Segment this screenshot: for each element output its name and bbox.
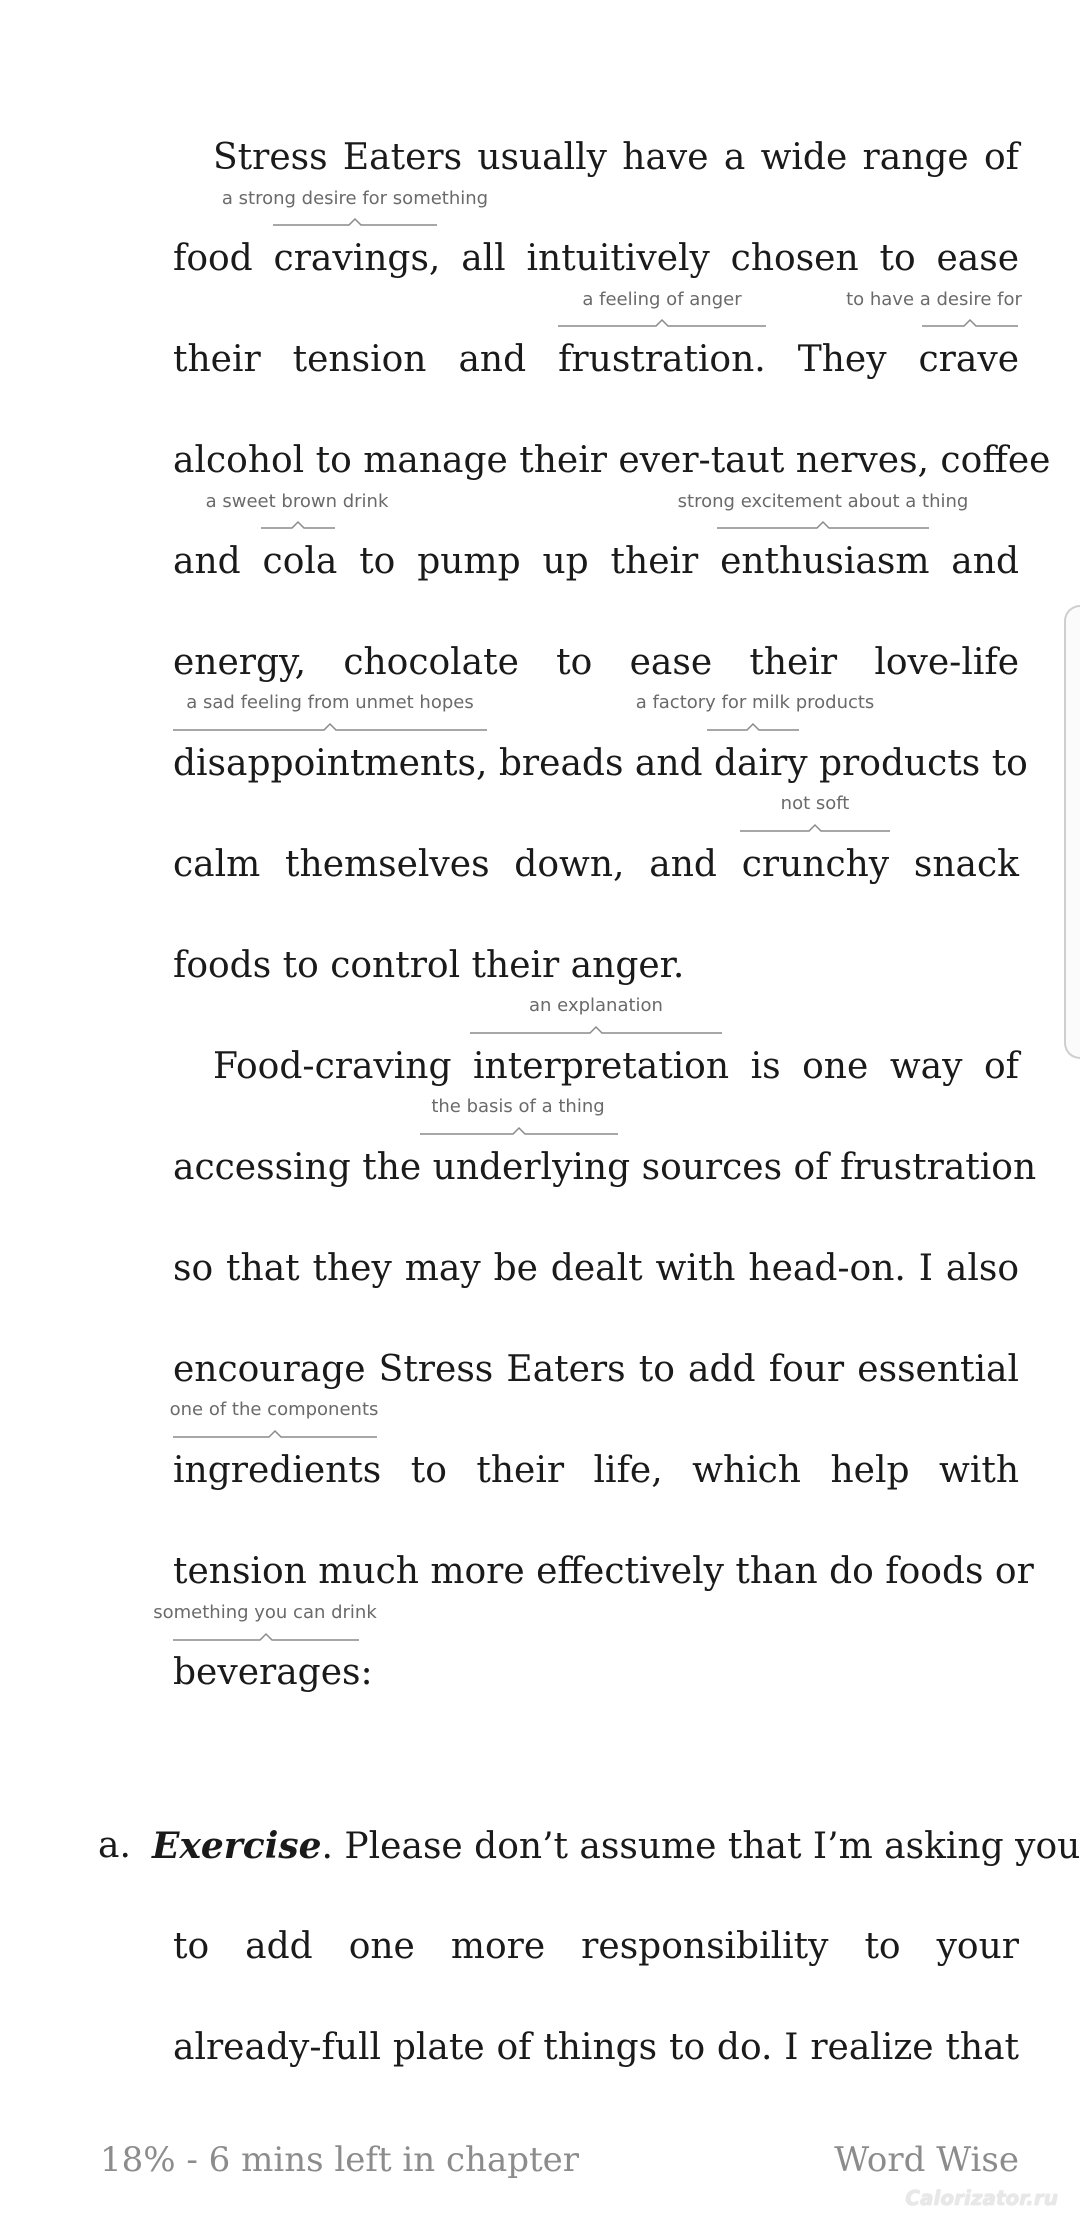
hint-bracket <box>558 317 766 329</box>
hint-bracket <box>420 1125 618 1137</box>
text-line: their tension and frustration. They crave <box>173 339 1019 380</box>
text-line: to add one more responsibility to your <box>173 1926 1019 1967</box>
hint-bracket <box>922 317 1018 329</box>
watermark-logo: Calorizator.ru <box>905 2186 1058 2210</box>
text-line: already-full plate of things to do. I realize that <box>173 2027 1019 2068</box>
text-line: Food-craving interpretation is one way of <box>213 1046 1019 1087</box>
word-wise-hint[interactable]: an explanation <box>529 995 663 1016</box>
text-line: food cravings, all intuitively chosen to ease <box>173 238 1019 279</box>
hint-bracket <box>173 1428 377 1440</box>
hint-bracket <box>261 519 335 531</box>
word-wise-hint[interactable]: the basis of a thing <box>431 1096 605 1117</box>
word-wise-hint[interactable]: something you can drink <box>153 1602 377 1623</box>
word-wise-hint[interactable]: a factory for milk products <box>635 692 875 713</box>
text-line: foods to control their anger. <box>173 945 685 986</box>
hint-bracket <box>173 1631 359 1643</box>
text-line: calm themselves down, and crunchy snack <box>173 844 1019 885</box>
hint-bracket <box>470 1024 722 1036</box>
word-wise-hint[interactable]: a sweet brown drink <box>205 491 389 512</box>
text-line: beverages: <box>173 1652 373 1693</box>
text-line: disappointments, breads and dairy products to <box>173 743 1028 784</box>
text-line: accessing the underlying sources of frustration <box>173 1147 1037 1188</box>
word-wise-hint[interactable]: a strong desire for something <box>221 188 489 209</box>
text-line: tension much more effectively than do foods or <box>173 1551 1034 1592</box>
hint-bracket <box>707 721 799 733</box>
word-wise-hint[interactable]: one of the components <box>169 1399 379 1420</box>
text-line: alcohol to manage their ever-taut nerves, coffee <box>173 440 1051 481</box>
text-line: energy, chocolate to ease their love-life <box>173 642 1019 683</box>
word-wise-hint[interactable]: a feeling of anger <box>582 289 742 310</box>
reading-progress[interactable]: 18% - 6 mins left in chapter <box>100 2140 580 2180</box>
hint-bracket <box>717 519 929 531</box>
text-line: Stress Eaters usually have a wide range of <box>213 137 1019 178</box>
text-line: so that they may be dealt with head-on. I also <box>173 1248 1019 1289</box>
word-wise-label[interactable]: Word Wise <box>834 2140 1019 2180</box>
list-marker: a. <box>98 1825 131 1866</box>
text-line: ingredients to their life, which help with <box>173 1450 1019 1491</box>
word-wise-hint[interactable]: a sad feeling from unmet hopes <box>186 692 474 713</box>
word-wise-hint[interactable]: strong excitement about a thing <box>677 491 969 512</box>
list-item-text: . Please don’t assume that I’m asking you <box>321 1826 1080 1867</box>
side-panel-handle[interactable] <box>1064 605 1080 1059</box>
list-item-first-line <box>152 1823 1080 1869</box>
text-line: encourage Stress Eaters to add four essential <box>173 1349 1019 1390</box>
hint-bracket <box>740 822 890 834</box>
text-line: and cola to pump up their enthusiasm and <box>173 541 1019 582</box>
hint-bracket <box>273 216 437 228</box>
exercise-term: Exercise <box>152 1825 322 1867</box>
word-wise-hint[interactable]: to have a desire for <box>846 289 1022 310</box>
hint-bracket <box>173 721 487 733</box>
word-wise-hint[interactable]: not soft <box>780 793 850 814</box>
